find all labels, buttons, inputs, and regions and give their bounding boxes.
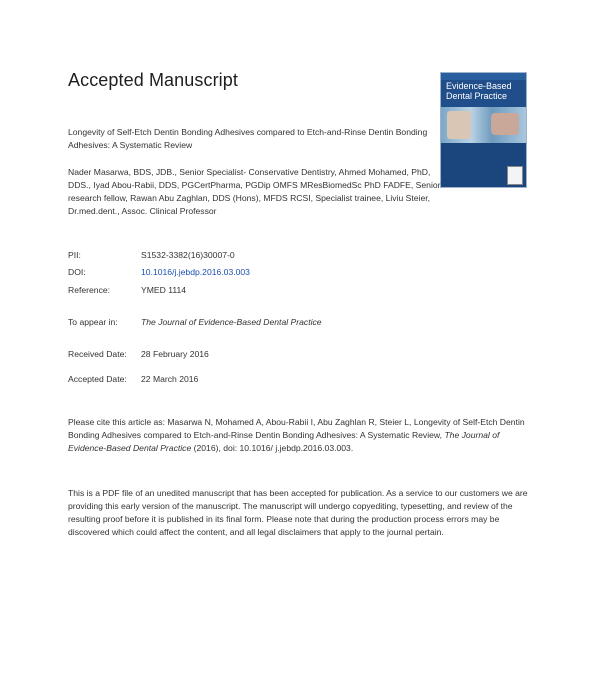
reference-label: Reference: bbox=[68, 285, 111, 295]
citation-paragraph bbox=[68, 416, 530, 455]
citation-doi: (2016), doi: 10.1016/ j.jebdp.2016.03.003. bbox=[191, 443, 354, 453]
cover-photo-right bbox=[491, 113, 519, 135]
citation-journal: The Journal of Evidence-Based Dental Practice bbox=[68, 430, 500, 453]
journal-cover-image bbox=[440, 72, 527, 188]
manuscript-notice: This is a PDF file of an unedited manuscript that has been accepted for publication. As a service to our customers we are providing this early version of the manuscript. The manuscript will undergo copyediting, typesetting, and review of the resulting proof before it is published in its final form. Please note that during the production process errors may be discovered which could affect the content, and all legal disclaimers that apply to the journal pertain. bbox=[68, 488, 528, 537]
article-title: Longevity of Self-Etch Dentin Bonding Adhesives compared to Etch-and-Rinse Dentin Bonding Adhesives: A Systematic Review bbox=[68, 127, 428, 150]
publisher-logo-icon bbox=[507, 166, 523, 185]
article-authors: Nader Masarwa, BDS, JDB., Senior Specialist- Conservative Dentistry, Ahmed Mohamed, PhD, DDS., Iyad Abou-Rabii, DDS, PGCertPharma, PGDip OMFS MResBiomedSc PhD FADFE, Senior research fellow, Rawan Abu Zaghlan, DDS (Hons), MFDS RCSI, Specialist trainee, Liviu Steier, Dr.med.dent., Assoc. Clinical Professor bbox=[68, 167, 441, 216]
doi-label: DOI: bbox=[68, 267, 86, 277]
appear-in-label: To appear in: bbox=[68, 317, 118, 327]
page-heading: Accepted Manuscript bbox=[68, 70, 238, 90]
received-date-label: Received Date: bbox=[68, 349, 127, 359]
pii-value: S1532-3382(16)30007-0 bbox=[141, 250, 235, 260]
cover-title-line2: Dental Practice bbox=[446, 91, 508, 101]
accepted-date-value: 22 March 2016 bbox=[141, 374, 199, 384]
cover-title-line1: Evidence-Based bbox=[446, 81, 512, 91]
accepted-date-label: Accepted Date: bbox=[68, 374, 127, 384]
cover-photo-left bbox=[447, 111, 471, 139]
cover-top-bar bbox=[441, 73, 526, 80]
pii-label: PII: bbox=[68, 250, 81, 260]
citation-text: Please cite this article as: Masarwa N, Mohamed A, Abou-Rabii I, Abu Zaghlan R, Steier L, Longevity of Self-Etch Dentin Bonding Adhesives compared to Etch-and-Rinse Dentin Bonding Adhesives: A Systematic Review, bbox=[68, 417, 525, 440]
received-date-value: 28 February 2016 bbox=[141, 349, 209, 359]
doi-link[interactable]: 10.1016/j.jebdp.2016.03.003 bbox=[141, 267, 250, 277]
reference-value: YMED 1114 bbox=[141, 285, 187, 295]
journal-name: The Journal of Evidence-Based Dental Practice bbox=[141, 317, 322, 327]
